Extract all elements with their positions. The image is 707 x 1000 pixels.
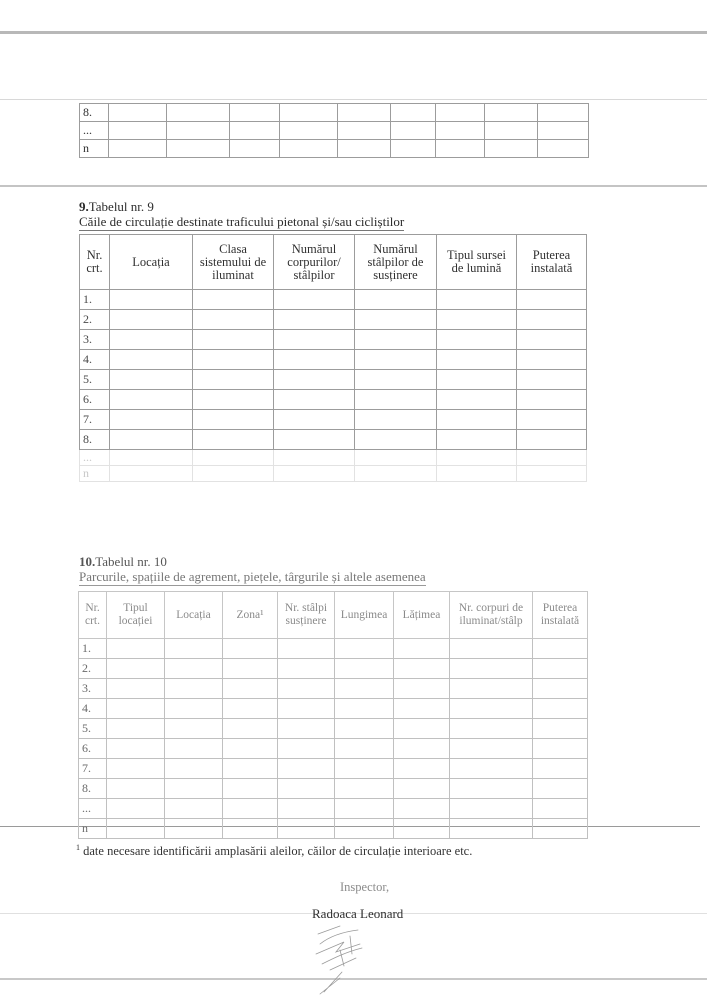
table-row <box>79 779 588 799</box>
table-9-title: 9.Tabelul nr. 9 <box>79 199 154 214</box>
row-number: 4. <box>80 350 110 370</box>
table-row <box>80 290 587 310</box>
column-header: Tipul locației <box>107 592 165 639</box>
column-header: Locația <box>165 592 223 639</box>
table-8-continuation <box>79 103 589 158</box>
table-row <box>79 659 588 679</box>
column-header: Puterea instalată <box>533 592 588 639</box>
row-number: 6. <box>79 739 107 759</box>
table-row <box>80 330 587 350</box>
table-row <box>79 799 588 819</box>
row-number: n <box>80 140 109 158</box>
table-row <box>80 370 587 390</box>
top-rule <box>0 31 707 34</box>
table-10-title: 10.Tabelul nr. 10 <box>79 554 167 569</box>
row-number: ... <box>80 122 109 140</box>
table-row <box>80 310 587 330</box>
column-header: Locația <box>110 235 193 290</box>
column-header: Nr. corpuri de iluminat/stâlp <box>450 592 533 639</box>
column-header: Lungimea <box>335 592 394 639</box>
row-number: 3. <box>79 679 107 699</box>
inspector-name: Radoaca Leonard <box>312 906 404 921</box>
column-header: Puterea instalată <box>517 235 587 290</box>
table-header-row <box>79 592 588 639</box>
table-row <box>80 466 587 482</box>
footnote-text: date necesare identificării amplasării aleilor, căilor de circulație interioare etc. <box>83 844 473 859</box>
row-number: 6. <box>80 390 110 410</box>
row-number: ... <box>80 450 110 466</box>
row-number: 8. <box>80 430 110 450</box>
divider-line <box>0 99 707 100</box>
row-number: 7. <box>80 410 110 430</box>
column-header: Tipul sursei de lumină <box>437 235 517 290</box>
column-header: Clasa sistemului de iluminat <box>193 235 274 290</box>
table-header-row <box>80 235 587 290</box>
table-row <box>80 450 587 466</box>
table-row <box>80 104 589 122</box>
row-number: 4. <box>79 699 107 719</box>
column-header: Nr. crt. <box>79 592 107 639</box>
row-number: 2. <box>79 659 107 679</box>
column-header: Nr. crt. <box>80 235 110 290</box>
table-row <box>79 699 588 719</box>
column-header: Numărul corpurilor/ stâlpilor <box>274 235 355 290</box>
table-9-subtitle: Căile de circulație destinate traficului pietonal și/sau cicliștilor <box>79 214 405 229</box>
table-row <box>79 739 588 759</box>
row-number: ... <box>79 799 107 819</box>
row-number: 2. <box>80 310 110 330</box>
table-row <box>80 430 587 450</box>
table-row <box>79 719 588 739</box>
footnote-marker: 1 <box>76 843 80 852</box>
table-row <box>80 140 589 158</box>
table-row <box>79 759 588 779</box>
row-number: 7. <box>79 759 107 779</box>
row-number: 8. <box>79 779 107 799</box>
table-row <box>80 410 587 430</box>
table-10-subtitle: Parcurile, spațiile de agrement, piețele, târgurile și altele asemenea <box>79 569 426 584</box>
table-row <box>80 122 589 140</box>
table-10 <box>78 591 588 839</box>
table-row <box>80 350 587 370</box>
divider-line <box>0 185 707 187</box>
table-row <box>79 679 588 699</box>
row-number: 8. <box>80 104 109 122</box>
row-number: 3. <box>80 330 110 350</box>
row-number: 1. <box>79 639 107 659</box>
column-header: Nr. stâlpi susținere <box>278 592 335 639</box>
row-number: 1. <box>80 290 110 310</box>
handwritten-signature <box>300 922 390 997</box>
column-header: Numărul stâlpilor de susținere <box>355 235 437 290</box>
table-row <box>80 390 587 410</box>
table-9 <box>79 234 587 482</box>
table-row <box>79 819 588 839</box>
row-number: n <box>79 819 107 839</box>
inspector-label: Inspector, <box>340 880 390 894</box>
row-number: 5. <box>80 370 110 390</box>
column-header: Zona¹ <box>223 592 278 639</box>
footnote <box>76 843 472 859</box>
table-row <box>79 639 588 659</box>
column-header: Lățimea <box>394 592 450 639</box>
row-number: n <box>80 466 110 482</box>
row-number: 5. <box>79 719 107 739</box>
